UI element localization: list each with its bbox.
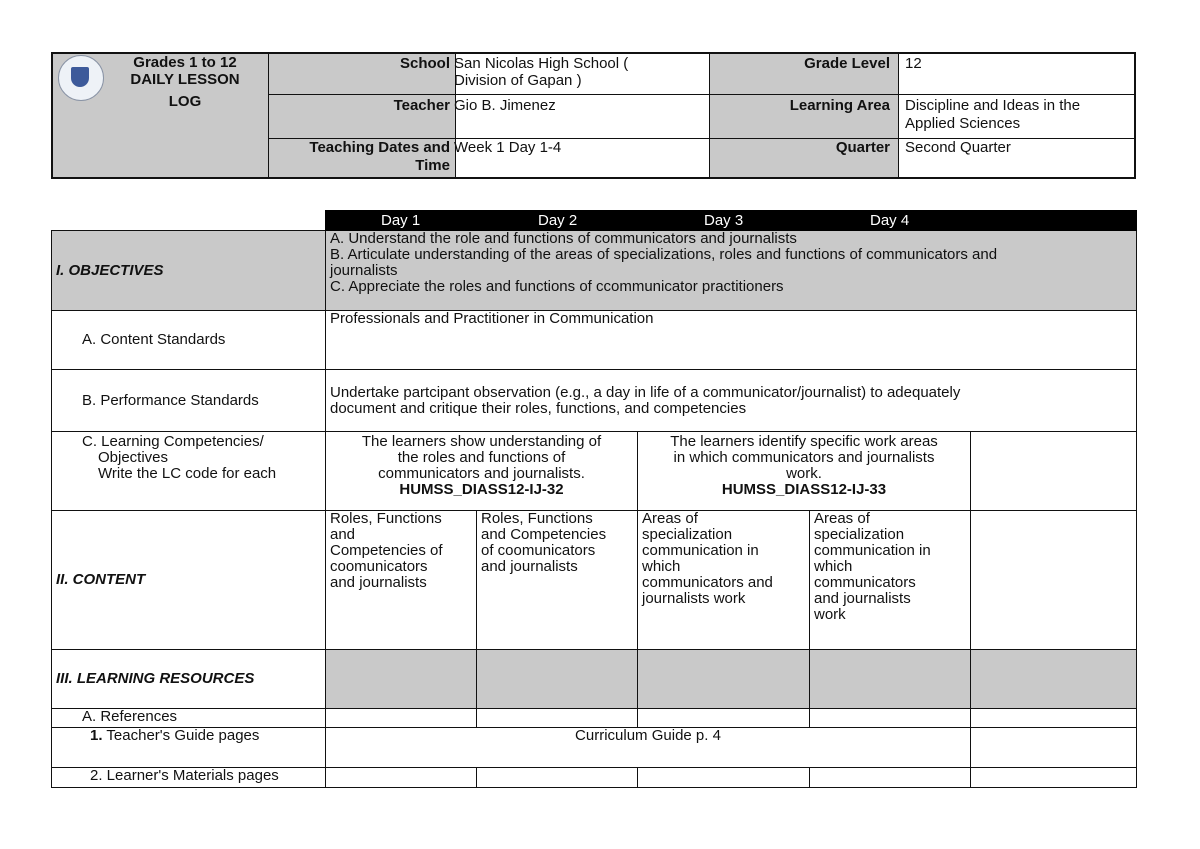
content-standards-value: Professionals and Practitioner in Communication [326,311,1137,370]
content-day3-line: which [642,558,681,575]
content-standards-row [52,311,1137,370]
content-day2-line: and Competencies [481,526,607,543]
content-day4-line: which [814,558,853,575]
teachers-guide-empty [971,728,1137,768]
learning-resources-label: III. LEARNING RESOURCES [52,650,326,709]
performance-standards-value [326,370,1137,432]
references-cell [971,709,1137,728]
content-row [52,511,1137,650]
competency-left-line1: The learners show understanding of [361,433,602,450]
content-day4-line: communicators [814,574,916,591]
competency-right-code: HUMSS_DIASS12-IJ-33 [721,481,887,498]
content-day2 [477,511,638,650]
day-1-header: Day 1 [381,212,421,229]
competency-right-line2: in which communicators and journalists [673,449,935,466]
content-day3-line: communication in [642,542,759,559]
references-label: A. References [52,709,326,728]
learners-materials-cell [638,768,810,788]
content-day4-line: communication in [814,542,931,559]
objectives-row [52,231,1137,311]
day-header-bar [326,211,1137,231]
teachers-guide-row [52,728,1137,768]
quarter-label: Quarter [835,139,890,156]
content-day4-line: and journalists [814,590,911,607]
references-row [52,709,1137,728]
competency-left-code: HUMSS_DIASS12-IJ-32 [399,481,564,498]
content-empty [971,511,1137,650]
row-divider [269,94,1134,95]
content-day3-line: Areas of [642,510,698,527]
performance-standards-line2: document and critique their roles, functions, and competencies [330,399,747,417]
references-cell [810,709,971,728]
competencies-label [52,432,326,511]
learning-area-value-line2: Applied Sciences [905,115,1021,132]
school-label: School [399,55,450,72]
competency-right-line1: The learners identify specific work areas [670,433,938,450]
grade-level-label: Grade Level [804,55,890,72]
references-cell [477,709,638,728]
objectives-label: I. OBJECTIVES [52,231,326,311]
content-label: II. CONTENT [52,511,326,650]
learning-area-value-line1: Discipline and Ideas in the [905,97,1081,114]
grade-level-value: 12 [905,55,922,72]
content-day2-line: Roles, Functions [481,510,593,527]
teachers-guide-value: Curriculum Guide p. 4 [326,728,971,768]
competencies-row [52,432,1137,511]
performance-standards-row [52,370,1137,432]
content-day2-line: of coomunicators [481,542,596,559]
day-2-header: Day 2 [538,212,578,229]
content-day3 [638,511,810,650]
day-3-header: Day 3 [704,212,744,229]
objectives-value [326,231,1137,311]
competency-left-line3: communicators and journalists. [378,465,585,482]
day-header-spacer [52,211,326,231]
day-header-row [52,211,1137,231]
competency-left-line2: the roles and functions of [397,449,566,466]
log-title-line2: DAILY LESSON [130,71,240,88]
objective-b-cont: journalists [330,262,398,279]
objective-b: B. Articulate understanding of the areas of specializations, roles and functions of communicators and [330,246,998,263]
learners-materials-cell [810,768,971,788]
content-day4-line: work [814,606,846,623]
content-day3-line: specialization [642,526,733,543]
competencies-label-line2: Objectives [98,449,169,466]
resources-cell [477,650,638,709]
content-day4-line: specialization [814,526,905,543]
learners-materials-cell [326,768,477,788]
quarter-value: Second Quarter [905,139,1011,156]
content-day1 [326,511,477,650]
content-day3-line: journalists work [642,590,746,607]
dates-label-line2: Time [415,157,450,174]
learners-materials-cell [971,768,1137,788]
learners-materials-row [52,768,1137,788]
resources-cell [638,650,810,709]
content-day4-line: Areas of [814,510,870,527]
learning-area-label: Learning Area [789,97,890,114]
school-value-line1: San Nicolas High School ( [454,55,629,72]
log-title-line3: LOG [168,93,202,110]
content-day2-line: and journalists [481,558,578,575]
competencies-day12 [326,432,638,511]
content-day1-line: and [330,526,356,543]
learning-resources-row [52,650,1137,709]
resources-cell [810,650,971,709]
references-cell [326,709,477,728]
teacher-label: Teacher [393,97,450,114]
competencies-empty [971,432,1137,511]
content-standards-label: A. Content Standards [52,311,326,370]
content-day3-line: communicators and [642,574,773,591]
log-title-line1: Grades 1 to 12 [133,54,237,71]
performance-standards-label: B. Performance Standards [52,370,326,432]
dates-label-line1: Teaching Dates and [309,139,450,156]
dates-value: Week 1 Day 1-4 [454,139,562,156]
competencies-day34 [638,432,971,511]
competencies-label-line3: Write the LC code for each [98,465,277,482]
teacher-value: Gio B. Jimenez [454,97,556,114]
objective-c: C. Appreciate the roles and functions of ccommunicator practitioners [330,278,784,295]
header-label-cell-2 [709,54,899,177]
content-day1-line: and journalists [330,574,427,591]
deped-seal-icon [58,55,104,101]
references-cell [638,709,810,728]
day-4-header: Day 4 [870,212,910,229]
content-day1-line: coomunicators [330,558,428,575]
competencies-label-line1: C. Learning Competencies/ [82,433,264,450]
learners-materials-label: 2. Learner's Materials pages [52,768,326,788]
content-day1-line: Roles, Functions [330,510,442,527]
lesson-log-table [51,210,1137,788]
content-day4 [810,511,971,650]
resources-cell [326,650,477,709]
teachers-guide-label: 1. Teacher's Guide pages [52,728,326,768]
content-day1-line: Competencies of [330,542,443,559]
school-value-line2: Division of Gapan ) [454,72,582,89]
competency-right-line3: work. [786,465,822,482]
learners-materials-cell [477,768,638,788]
performance-standards-line1: Undertake partcipant observation (e.g., a day in life of a communicator/journalist) to adequately [330,383,961,401]
resources-cell [971,650,1137,709]
objective-a: A. Understand the role and functions of communicators and journalists [330,230,797,247]
